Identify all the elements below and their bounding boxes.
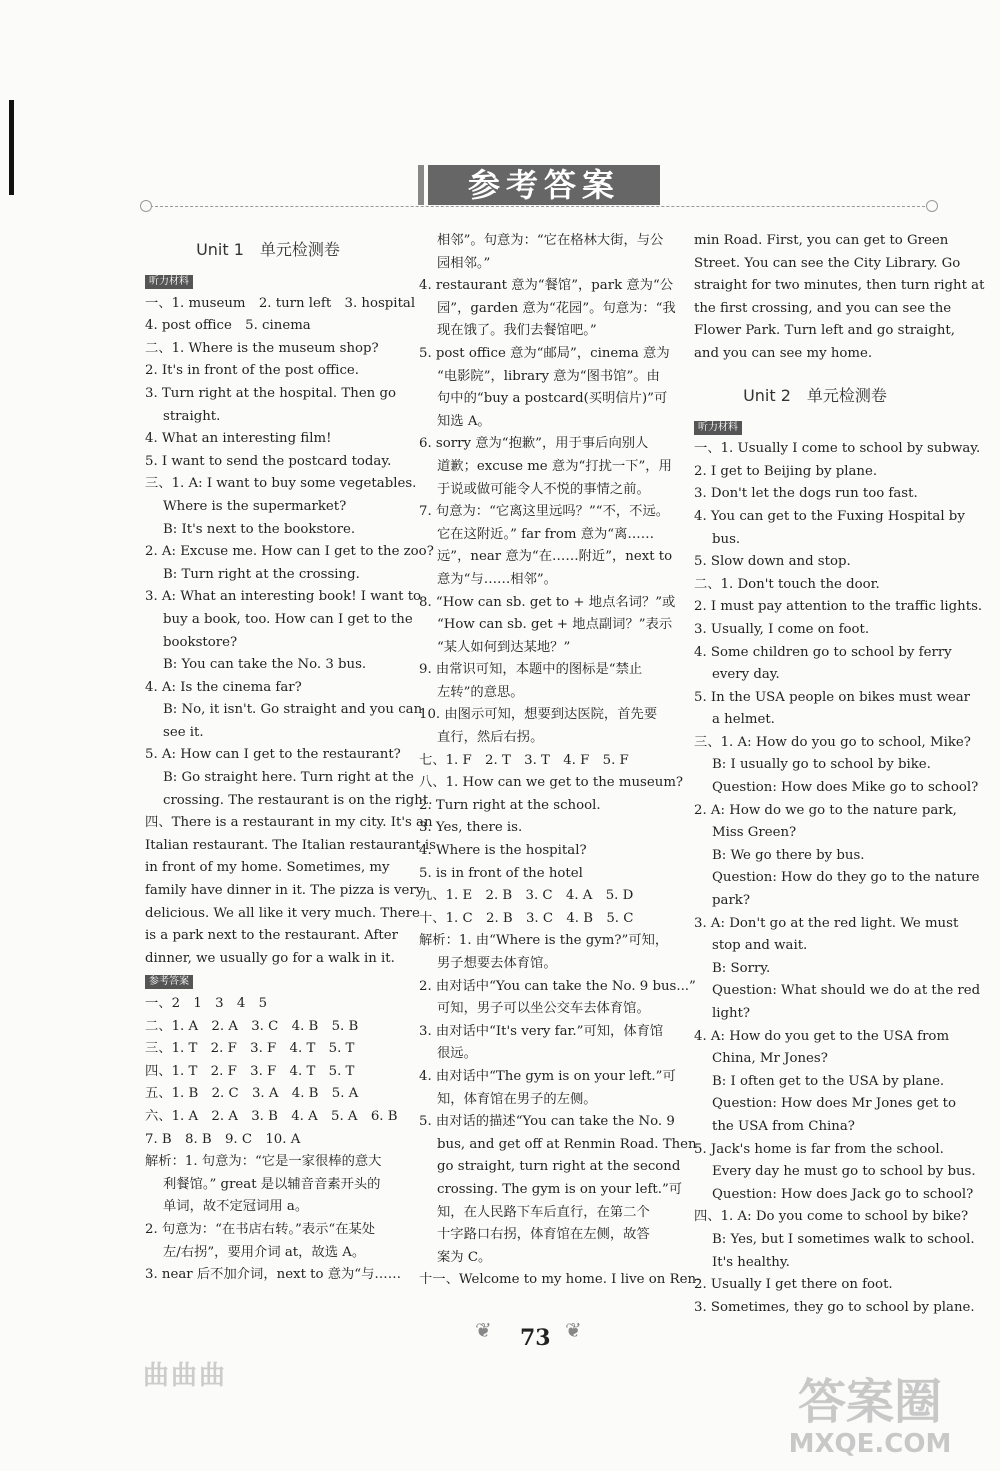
answer-line: 单词，故不定冠词用 a。 [163, 1199, 309, 1215]
answer-line: 男子想要去体育馆。 [437, 956, 557, 971]
answer-line: 利餐馆。” great 是以辅音音素开头的 [163, 1176, 381, 1192]
answer-line: 2. Turn right at the school. [419, 797, 601, 813]
answer-line: 9. 由常识可知，本题中的图标是“禁止 [419, 662, 643, 678]
answer-line: light? [712, 1006, 751, 1021]
answer-line: 一、2 1 3 4 5 [145, 996, 268, 1011]
answer-line: the first crossing, and you can see the [694, 300, 952, 316]
answer-line: 解析：1. 由“Where is the gym?”可知， [419, 933, 669, 949]
answer-line: 十字路口右拐，体育馆在左侧，故答 [437, 1227, 650, 1243]
answer-line: 很远。 [437, 1046, 477, 1062]
answer-line: 二、1. Don't touch the door. [694, 576, 880, 592]
answer-line: straight for two minutes, then turn right at [694, 278, 985, 294]
answer-line: and you can see my home. [694, 345, 873, 361]
answer-line: in front of my home. Sometimes, my [145, 860, 390, 876]
answer-line: “电影院”，library 意为“图书馆”。由 [437, 368, 660, 384]
answer-line: Question: What should we do at the red [712, 983, 981, 999]
answer-line: 4. What an interesting film! [145, 431, 332, 447]
answer-line: crossing. The restaurant is on the right. [163, 792, 433, 808]
answer-line: 园”，garden 意为“花园”。句意为：“我 [437, 300, 676, 316]
section-tag: 听力材料 [145, 275, 193, 289]
answer-line: 三、1. A: I want to buy some vegetables. [145, 476, 417, 492]
answer-line: 四、1. T 2. F 3. F 4. T 5. T [145, 1063, 355, 1079]
answer-line: 现在饿了。我们去餐馆吧。” [437, 323, 597, 339]
answer-line: 3. 由对话中“It's very far.”可知，体育馆 [419, 1023, 664, 1039]
answer-line: 7. B 8. B 9. C 10. A [145, 1131, 301, 1147]
answer-line: crossing. The gym is on your left.”可 [437, 1181, 683, 1197]
leaf-left-icon: ❦ [475, 1318, 492, 1342]
answer-line: Italian restaurant. The Italian restaurant is [145, 837, 436, 853]
answer-line: B: Turn right at the crossing. [163, 566, 360, 582]
answer-line: 4. post office 5. cinema [145, 318, 311, 334]
column-middle [419, 230, 701, 1292]
watermark [770, 1375, 970, 1459]
answer-line: 3. A: What an interesting book! I want to [145, 589, 422, 605]
answer-line: 一、1. museum 2. turn left 3. hospital [145, 295, 416, 311]
answer-line: delicious. We all like it very much. There [145, 905, 420, 921]
answer-line: 4. You can get to the Fuxing Hospital by [694, 508, 965, 524]
answer-line: 3. Turn right at the hospital. Then go [145, 385, 396, 401]
answer-line: It's healthy. [712, 1254, 790, 1270]
answer-line: go straight, turn right at the second [437, 1159, 681, 1175]
answer-line: 4. restaurant 意为“餐馆”，park 意为“公 [419, 278, 674, 294]
answer-line: 3. Usually, I come on foot. [694, 621, 870, 637]
answer-line: 8. “How can sb. get to + 地点名词？”或 [419, 594, 676, 610]
answer-line: 五、1. B 2. C 3. A 4. B 5. A [145, 1086, 359, 1102]
header-left-dot [140, 200, 152, 212]
answer-line: 九、1. E 2. B 3. C 4. A 5. D [419, 888, 634, 904]
answer-line: “How can sb. get + 地点副词？”表示 [437, 617, 673, 633]
answer-line: 10. 由图示可知，想要到达医院，首先要 [419, 707, 658, 723]
answer-line: 4. A: How do you get to the USA from [694, 1028, 950, 1044]
answer-line: Flower Park. Turn left and go straight, [694, 323, 955, 339]
answer-line: 4. Where is the hospital? [419, 843, 587, 859]
answer-line: straight. [163, 408, 221, 424]
answer-line: 二、1. A 2. A 3. C 4. B 5. B [145, 1018, 359, 1034]
answer-line: 5. A: How can I get to the restaurant? [145, 747, 401, 763]
column-right [694, 230, 985, 1319]
answer-line: 5. 由对话的描述“You can take the No. 9 [419, 1114, 675, 1130]
answer-line: bus, and get off at Renmin Road. Then [437, 1136, 697, 1152]
answer-line: Every day he must go to school by bus. [712, 1164, 976, 1180]
answer-line: 5. post office 意为“邮局”，cinema 意为 [419, 345, 670, 361]
answer-line: 解析：1. 句意为：“它是一家很棒的意大 [145, 1154, 382, 1170]
answer-line: 4. A: Is the cinema far? [145, 679, 302, 695]
section-tag-row [145, 270, 391, 293]
answer-line: 5. I want to send the postcard today. [145, 453, 392, 469]
answer-line: bus. [712, 531, 741, 547]
answer-line: 园相邻。” [437, 255, 491, 271]
answer-line: a helmet. [712, 712, 775, 728]
answer-line: 6. sorry 意为“抱歉”，用于事后向别人 [419, 436, 649, 452]
answer-line: 4. 由对话中“The gym is on your left.”可 [419, 1068, 676, 1084]
section-tag: 听力材料 [694, 421, 742, 435]
answer-line: 八、1. How can we get to the museum? [419, 775, 684, 791]
answer-line: B: No, it isn't. Go straight and you can [163, 702, 423, 718]
answer-line: bookstore? [163, 634, 238, 650]
section-tag-row [145, 970, 391, 993]
answer-line: 十、1. C 2. B 3. C 4. B 5. C [419, 910, 634, 926]
answer-line: 2. I get to Beijing by plane. [694, 463, 878, 479]
answer-line: family have dinner in it. The pizza is very [145, 883, 424, 899]
answer-line: Question: How does Mr Jones get to [712, 1096, 956, 1112]
answer-line: B: Yes, but I sometimes walk to school. [712, 1231, 975, 1247]
faded-stamp: 曲曲曲 [143, 1361, 228, 1391]
answer-line: dinner, we usually go for a walk in it. [145, 950, 395, 966]
answer-line: China, Mr Jones? [712, 1051, 828, 1067]
section-tag: 参考答案 [145, 975, 193, 989]
unit-heading: Unit 2 单元检测卷 [743, 385, 887, 405]
answer-line: park? [712, 893, 750, 909]
answer-line: the USA from China? [712, 1118, 855, 1134]
watermark-url: MXQE.COM [788, 1429, 952, 1459]
answer-line: 案为 C。 [437, 1249, 492, 1265]
answer-line: 七、1. F 2. T 3. T 4. F 5. F [419, 752, 629, 768]
answer-line: Where is the supermarket? [163, 498, 347, 514]
answer-line: 5. In the USA people on bikes must wear [694, 689, 970, 705]
answer-line: Miss Green? [712, 825, 797, 841]
answer-line: B: We go there by bus. [712, 847, 865, 863]
page-title: 参考答案 [428, 165, 660, 205]
answer-line: 可知，男子可以坐公交车去体育馆。 [437, 1001, 650, 1017]
page-header [0, 165, 1000, 210]
answer-line: 意为“与……相邻”。 [437, 571, 557, 587]
answer-line: 2. It's in front of the post office. [145, 363, 359, 379]
answer-line: 它在这附近。” far from 意为“离…… [437, 526, 654, 542]
answer-line: see it. [163, 724, 204, 740]
answer-line: 2. A: How do we go to the nature park, [694, 802, 957, 818]
answer-line: 5. Jack's home is far from the school. [694, 1141, 944, 1157]
answer-line: 四、There is a restaurant in my city. It's an [145, 815, 433, 831]
answer-line: buy a book, too. How can I get to the [163, 611, 413, 627]
answer-line: 5. is in front of the hotel [419, 865, 583, 881]
unit-heading: Unit 1 单元检测卷 [196, 240, 340, 259]
answer-line: 7. 句意为：“它离这里远吗？”“不，不远。 [419, 504, 670, 520]
watermark-main: 答案圈 [797, 1374, 942, 1430]
answer-line: B: You can take the No. 3 bus. [163, 657, 367, 673]
answer-line: every day. [712, 667, 780, 683]
answer-line: 2. Usually I get there on foot. [694, 1277, 893, 1293]
answer-line: 二、1. Where is the museum shop? [145, 340, 379, 356]
answer-line: 左转”的意思。 [437, 684, 524, 700]
answer-line: 直行，然后右拐。 [437, 730, 544, 746]
header-right-dot [926, 200, 938, 212]
header-dashed-line [150, 206, 930, 207]
answer-line: B: I usually go to school by bike. [712, 757, 931, 773]
answer-line: stop and wait. [712, 938, 808, 954]
answer-line: 2. 句意为：“在书店右转。”表示“在某处 [145, 1221, 376, 1237]
answer-line: 3. A: Don't go at the red light. We must [694, 915, 959, 931]
answer-line: 知，在人民路下车后直行，在第二个 [437, 1204, 650, 1220]
answer-line: 道歉；excuse me 意为“打扰一下”，用 [437, 458, 672, 474]
answer-line: B: It's next to the bookstore. [163, 521, 356, 537]
answer-line: 十一、Welcome to my home. I live on Ren- [419, 1272, 701, 1288]
column-left [145, 230, 436, 1287]
answer-line: 5. Slow down and stop. [694, 554, 851, 570]
answer-line: Question: How does Jack go to school? [712, 1186, 974, 1202]
answer-line: 知，体育馆在男子的左侧。 [437, 1091, 597, 1107]
answer-line: 2. A: Excuse me. How can I get to the zoo? [145, 544, 434, 560]
answer-line: 4. Some children go to school by ferry [694, 644, 952, 660]
answer-line: 四、1. A: Do you come to school by bike? [694, 1209, 969, 1225]
answer-line: “某人如何到达某地？” [437, 639, 571, 655]
answer-line: 相邻”。句意为：“它在格林大街，与公 [437, 233, 664, 248]
leaf-right-icon: ❦ [565, 1318, 582, 1342]
answer-line: B: I often get to the USA by plane. [712, 1073, 945, 1089]
answer-line: 远”，near 意为“在……附近”，next to [437, 549, 673, 565]
answer-line: 2. 由对话中“You can take the No. 9 bus...” [419, 978, 696, 994]
answer-line: 三、1. T 2. F 3. F 4. T 5. T [145, 1041, 355, 1057]
answer-line: 2. I must pay attention to the traffic lights. [694, 599, 983, 615]
answer-line: min Road. First, you can get to Green [694, 233, 949, 248]
answer-line: 句中的“buy a postcard(买明信片)”可 [437, 391, 668, 407]
answer-line: 3. Yes, there is. [419, 820, 523, 836]
answer-line: Question: How does Mike go to school? [712, 780, 979, 796]
answer-line: 3. Sometimes, they go to school by plane. [694, 1299, 975, 1315]
answer-line: 一、1. Usually I come to school by subway. [694, 441, 981, 457]
answer-line: 于说或做可能令人不悦的事情之前。 [437, 481, 650, 497]
answer-line: 知选 A。 [437, 413, 491, 429]
answer-line: B: Sorry. [712, 960, 771, 976]
answer-line: is a park next to the restaurant. After [145, 928, 399, 944]
answer-line: 左/右拐”，要用介词 at，故选 A。 [163, 1244, 366, 1260]
answer-line: 3. Don't let the dogs run too fast. [694, 486, 918, 502]
answer-line: Question: How do they go to the nature [712, 870, 980, 886]
section-tag-row [694, 416, 936, 439]
page-number: 73 [520, 1325, 551, 1351]
answer-line: Street. You can see the City Library. Go [694, 255, 961, 271]
answer-line: 六、1. A 2. A 3. B 4. A 5. A 6. B [145, 1108, 398, 1124]
answer-line: 三、1. A: How do you go to school, Mike? [694, 734, 971, 750]
answer-line: 3. near 后不加介词，next to 意为“与…… [145, 1267, 401, 1283]
answer-line: B: Go straight here. Turn right at the [163, 770, 414, 786]
